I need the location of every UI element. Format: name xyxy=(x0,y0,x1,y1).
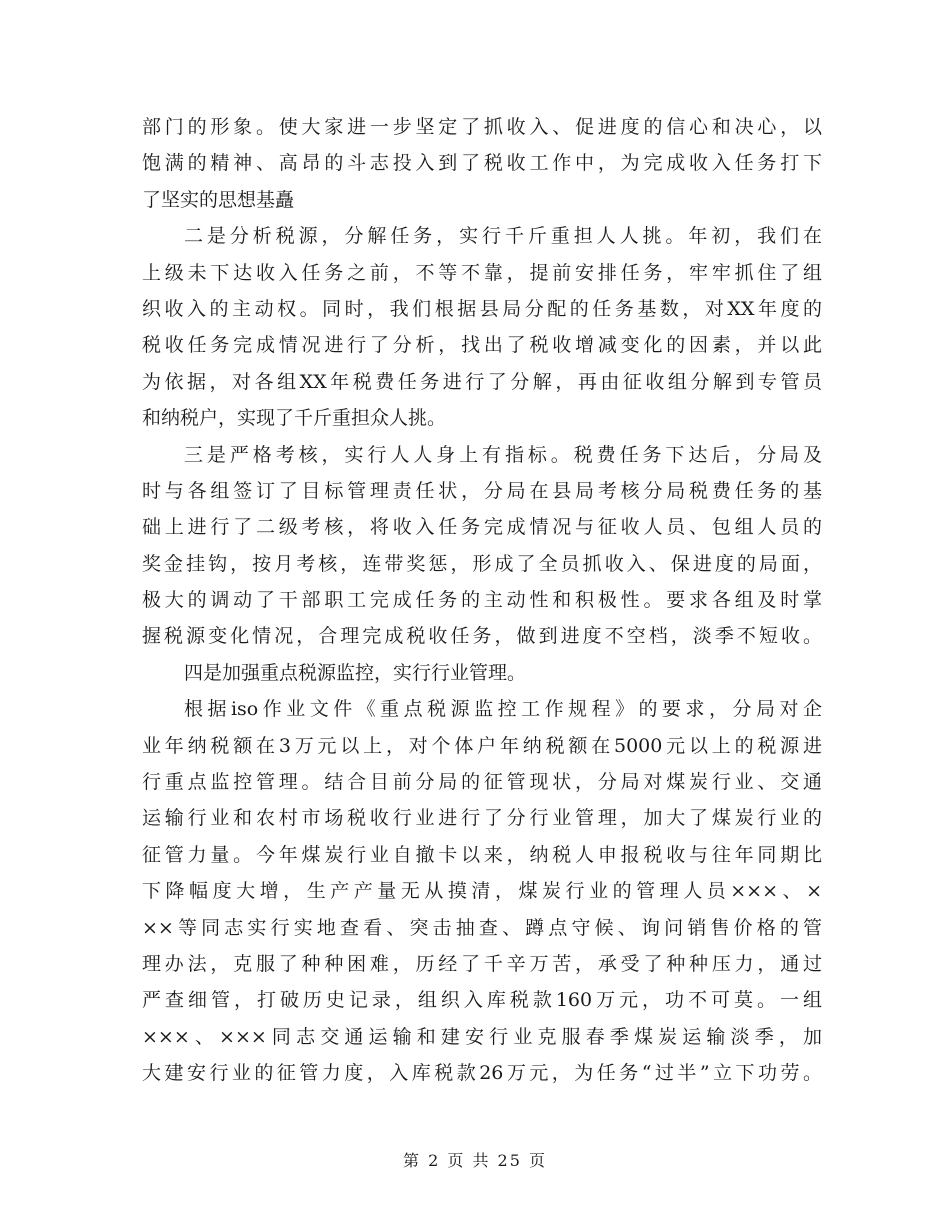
text-line: 为依据，对各组XX年税费任务进行了分解，再由征收组分解到专管员 xyxy=(142,370,822,393)
text-line: 征管力量。今年煤炭行业自撤卡以来，纳税人申报税收与往年同期比 xyxy=(142,843,822,866)
text-line: 了坚实的思想基矗 xyxy=(142,188,295,211)
text-line: 理办法，克服了种种困难，历经了千辛万苦，承受了种种压力，通过 xyxy=(142,952,822,975)
text-line: 行重点监控管理。结合目前分局的征管现状，分局对煤炭行业、交通 xyxy=(142,771,822,794)
text-line: 二是分析税源，分解任务，实行千斤重担人人挑。年初，我们在 xyxy=(184,225,822,248)
text-line: 饱满的精神、高昂的斗志投入到了税收工作中，为完成收入任务打下 xyxy=(142,152,822,175)
text-line: 握税源变化情况，合理完成税收任务，做到进度不空档，淡季不短收。 xyxy=(142,625,822,648)
text-line: 运输行业和农村市场税收行业进行了分行业管理，加大了煤炭行业的 xyxy=(142,807,822,830)
page-footer: 第 2 页 共 25 页 xyxy=(403,1151,547,1170)
text-line: 大建安行业的征管力度，入库税款26万元，为任务“过半”立下功劳。 xyxy=(142,1062,822,1085)
text-line: 税收任务完成情况进行了分析，找出了税收增减变化的因素，并以此 xyxy=(142,334,822,357)
text-line: 严查细管，打破历史记录，组织入库税款160万元，功不可莫。一组 xyxy=(142,989,822,1012)
text-line: 三是严格考核，实行人人身上有指标。税费任务下达后，分局及 xyxy=(184,443,822,466)
text-line: 础上进行了二级考核，将收入任务完成情况与征收人员、包组人员的 xyxy=(142,516,822,539)
text-line: 上级未下达收入任务之前，不等不靠，提前安排任务，牢牢抓住了组 xyxy=(142,261,822,284)
text-line: 业年纳税额在3万元以上，对个体户年纳税额在5000元以上的税源进 xyxy=(142,734,822,757)
text-line: 和纳税户，实现了千斤重担众人挑。 xyxy=(142,407,447,430)
document-body xyxy=(142,109,822,1092)
text-line: 下降幅度大增，生产产量无从摸清，煤炭行业的管理人员×××、× xyxy=(142,880,822,903)
text-line: 时与各组签订了目标管理责任状，分局在县局考核分局税费任务的基 xyxy=(142,479,822,502)
text-line: 极大的调动了干部职工完成任务的主动性和积极性。要求各组及时掌 xyxy=(142,589,822,612)
text-line: ×××、×××同志交通运输和建安行业克服春季煤炭运输淡季，加 xyxy=(142,1025,822,1048)
text-line: ××等同志实行实地查看、突击抽查、蹲点守候、询问销售价格的管 xyxy=(142,916,822,939)
text-line: 部门的形象。使大家进一步坚定了抓收入、促进度的信心和决心，以 xyxy=(142,116,822,138)
text-line: 奖金挂钩，按月考核，连带奖惩，形成了全员抓收入、保进度的局面， xyxy=(142,552,822,575)
text-line: 四是加强重点税源监控，实行行业管理。 xyxy=(184,661,527,684)
text-line: 织收入的主动权。同时，我们根据县局分配的任务基数，对XX年度的 xyxy=(142,297,822,320)
text-line: 根据iso作业文件《重点税源监控工作规程》的要求，分局对企 xyxy=(184,698,822,721)
